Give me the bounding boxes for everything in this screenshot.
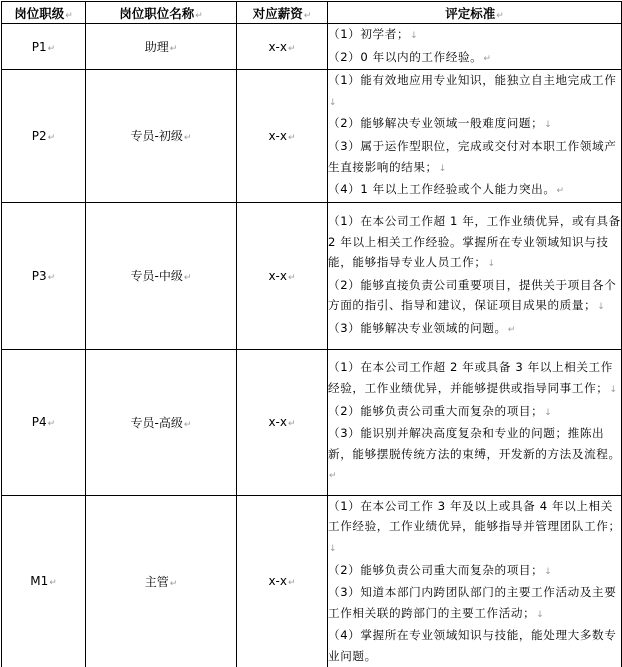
paragraph-mark-icon: ↵	[47, 43, 56, 54]
criteria-item: （2）能够解决专业领域一般难度问题；↓	[328, 116, 553, 131]
criteria-cell	[328, 24, 622, 70]
title-cell: 专员-中级↵	[86, 202, 237, 349]
paragraph-mark-icon: ↵	[556, 186, 565, 197]
line-break-mark-icon: ↓	[410, 31, 419, 41]
grade-cell: P2↵	[2, 70, 86, 203]
paragraph-mark-icon: ↵	[483, 53, 492, 64]
criteria-item: （1）在本公司工作 3 年及以上或具备 4 年以上相关工作经验，工作业绩优异，能够指导并管理团队工作；↓	[328, 498, 621, 554]
paragraph-mark-icon: ↵	[288, 578, 296, 589]
header-row	[2, 2, 622, 24]
line-break-mark-icon: ↓	[544, 566, 553, 577]
title-cell: 主管↵	[86, 495, 237, 666]
title-cell: 助理↵	[86, 24, 237, 70]
header-grade: 岗位职级↵	[2, 2, 86, 24]
grade-cell: P4↵	[2, 349, 86, 495]
table-row	[2, 349, 622, 495]
header-title: 岗位职位名称↵	[86, 2, 237, 24]
paragraph-mark-icon: ↵	[169, 44, 178, 55]
paragraph-mark-icon: ↵	[288, 419, 296, 430]
paragraph-mark-icon: ↵	[183, 133, 192, 144]
salary-cell: x-x↵	[237, 349, 328, 495]
criteria-item: （2）能够负责公司重大而复杂的项目；↓	[328, 403, 553, 418]
criteria-item: （1）在本公司工作超 1 年，工作业绩优异，或有具备 2 年以上相关工作经验。掌握所在专业领域知识与技能，能够指导专业人员工作；↓	[328, 213, 621, 270]
criteria-item: （3）知道本部门内跨团队部门的主要工作活动及主要工作相关联的跨部门的主要工作活动；↓	[328, 585, 617, 620]
paragraph-mark-icon: ↵	[47, 419, 56, 430]
criteria-item: （3）能识别并解决高度复杂和专业的问题；推陈出新，能够摆脱传统方法的束缚，开发新的方法及流程。↵	[328, 426, 621, 482]
paragraph-mark-icon: ↵	[183, 419, 192, 430]
paragraph-mark-icon: ↵	[195, 10, 203, 21]
criteria-item: （2）能够直接负责公司重要项目，提供关于项目各个方面的指引、指导和建议，保证项目成果的质量；↓	[328, 277, 617, 313]
grade-cell: M1↵	[2, 495, 86, 666]
paragraph-mark-icon: ↵	[507, 324, 516, 335]
salary-cell: x-x↵	[237, 70, 328, 203]
paragraph-mark-icon: ↵	[47, 272, 56, 283]
grade-cell: P1↵	[2, 24, 86, 70]
criteria-cell	[328, 349, 622, 495]
paragraph-mark-icon: ↵	[496, 10, 504, 21]
criteria-cell	[328, 495, 622, 666]
criteria-item: （1）能有效地应用专业知识，能独立自主地完成工作↓	[328, 73, 617, 108]
paragraph-mark-icon: ↵	[183, 273, 192, 284]
line-break-mark-icon: ↓	[329, 97, 338, 108]
paragraph-mark-icon: ↵	[169, 578, 178, 589]
criteria-item: （4）1 年以上工作经验或个人能力突出。↵	[328, 182, 565, 197]
table-row	[2, 70, 622, 203]
line-break-mark-icon: ↓	[544, 407, 553, 418]
title-cell: 专员-初级↵	[86, 70, 237, 203]
line-break-mark-icon: ↓	[487, 259, 496, 270]
paragraph-mark-icon: ↵	[303, 10, 312, 21]
line-break-mark-icon: ↓	[438, 163, 447, 174]
title-cell: 专员-高级↵	[86, 349, 237, 495]
paragraph-mark-icon: ↵	[288, 272, 296, 283]
criteria-item: （4）掌握所在专业领域知识与技能，能处理大多数专业问题。	[328, 628, 617, 663]
paragraph-mark-icon: ↵	[329, 471, 338, 482]
criteria-cell	[328, 70, 622, 203]
salary-cell: x-x↵	[237, 24, 328, 70]
table-row	[2, 495, 622, 666]
paragraph-mark-icon: ↵	[65, 10, 73, 21]
criteria-item: （1）在本公司工作超 2 年或具备 3 年以上相关工作经验，工作业绩优异，并能够提供或指导同事工作；↓	[328, 360, 618, 396]
criteria-item: （3）属于运作型职位，完成或交付对本职工作领域产生直接影响的结果；↓	[328, 138, 617, 174]
paragraph-mark-icon: ↵	[49, 578, 57, 589]
paragraph-mark-icon: ↵	[47, 132, 56, 143]
grade-criteria-table	[1, 1, 622, 667]
paragraph-mark-icon: ↵	[288, 43, 296, 54]
line-break-mark-icon: ↓	[597, 302, 606, 313]
criteria-item: （1）初学者；↓	[328, 27, 419, 41]
line-break-mark-icon: ↓	[544, 120, 553, 131]
criteria-item: （3）能够解决专业领域的问题。↵	[328, 320, 516, 335]
table-row	[2, 24, 622, 70]
line-break-mark-icon: ↓	[329, 543, 338, 554]
criteria-item: （2）能够负责公司重大而复杂的项目；↓	[328, 562, 553, 577]
criteria-cell	[328, 202, 622, 349]
salary-cell: x-x↵	[237, 202, 328, 349]
line-break-mark-icon: ↓	[609, 385, 618, 396]
criteria-item: （2）0 年以内的工作经验。↵	[328, 49, 492, 64]
header-criteria: 评定标准↵	[328, 2, 622, 24]
salary-cell: x-x↵	[237, 495, 328, 666]
header-salary: 对应薪资↵	[237, 2, 328, 24]
table-row	[2, 202, 622, 349]
paragraph-mark-icon: ↵	[288, 132, 296, 143]
grade-cell: P3↵	[2, 202, 86, 349]
line-break-mark-icon: ↓	[536, 609, 545, 620]
